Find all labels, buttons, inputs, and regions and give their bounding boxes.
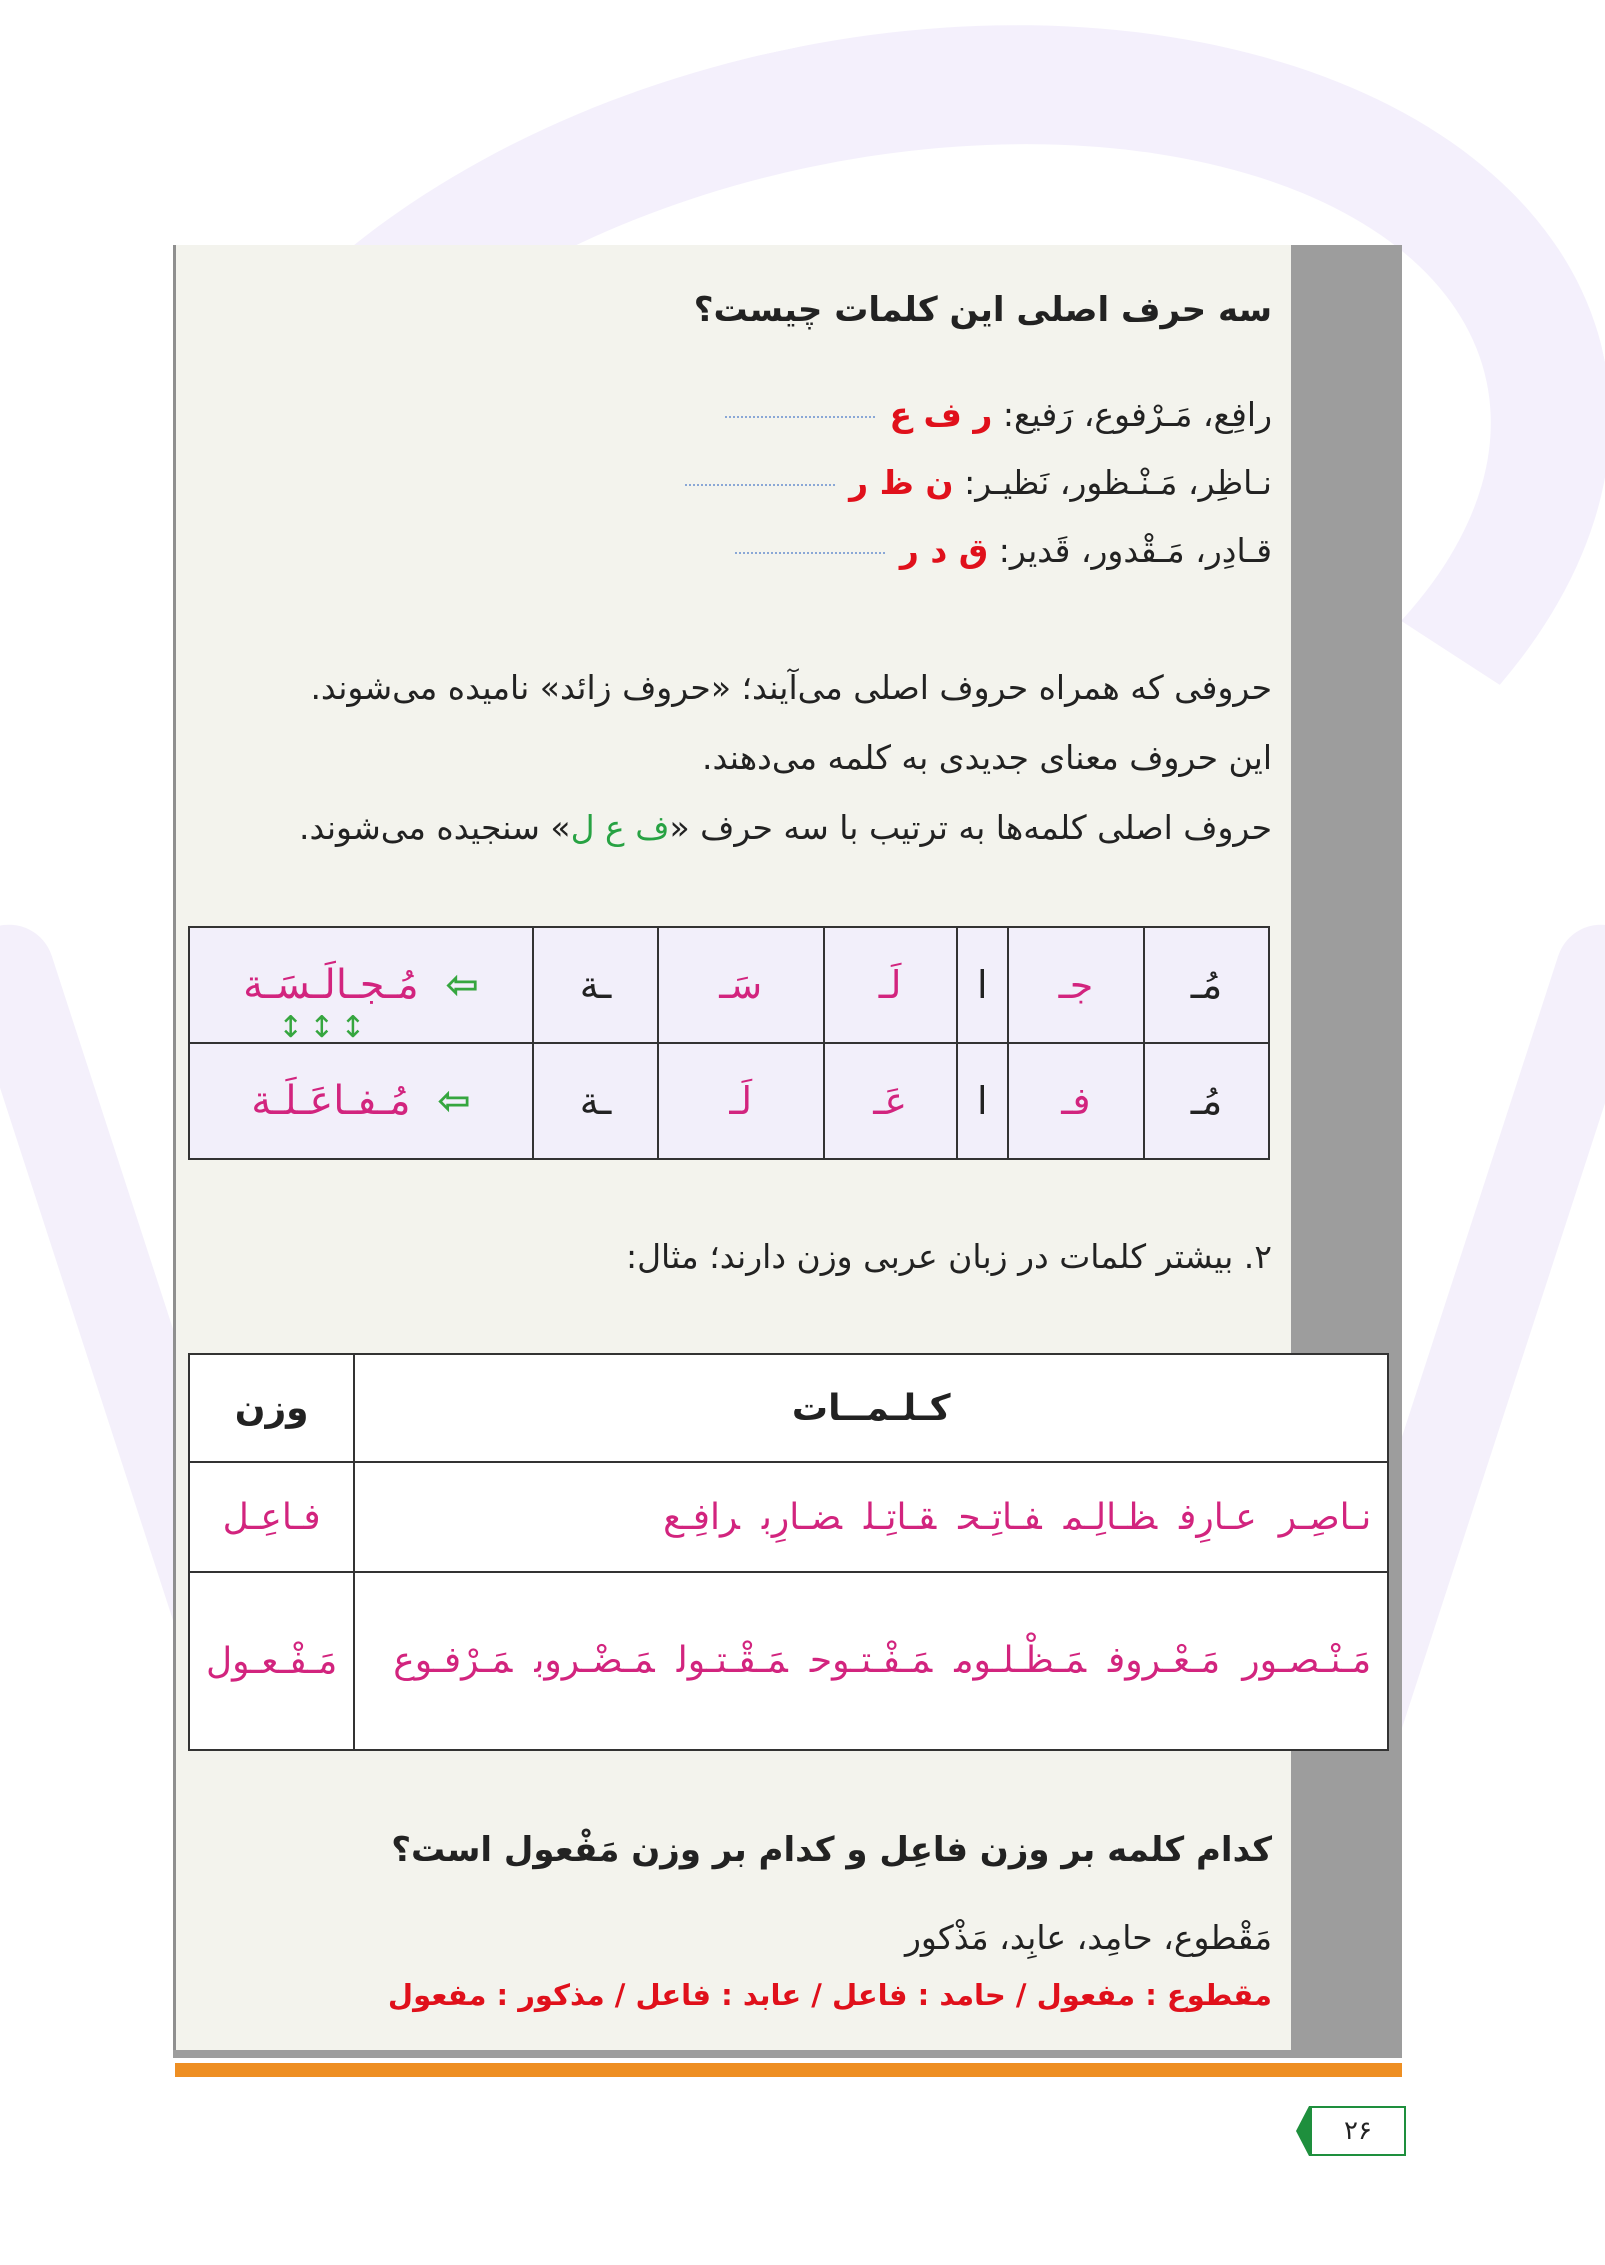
- arrow-icon: ⇦: [437, 1078, 471, 1124]
- page-number: ۲۶: [1310, 2106, 1406, 2156]
- para-line-3: [299, 808, 1272, 847]
- word: مَـضْـروب: [534, 1640, 655, 1681]
- header-weight: وزن: [189, 1354, 354, 1462]
- q1-answer: ق د ر: [899, 531, 989, 570]
- letter-cell: ـة: [533, 1043, 658, 1159]
- letter-cell: لَـ: [658, 1043, 823, 1159]
- word: قـاتِـل: [863, 1496, 937, 1538]
- word: رافِـع: [663, 1496, 740, 1538]
- word: مَـرْفـوع: [393, 1640, 513, 1681]
- word-cell: [189, 1043, 533, 1159]
- letter-cell: ا: [957, 1043, 1008, 1159]
- word: مَـقْـتـول: [676, 1640, 788, 1681]
- q1-row: [725, 395, 1272, 434]
- word: مَـعْـروف: [1108, 1640, 1221, 1681]
- weight-table-header: [189, 1354, 1388, 1462]
- q1-answer: ر ف ع: [889, 395, 993, 434]
- para-line-2: این حروف معنای جدیدی به کلمه می‌دهند.: [702, 738, 1272, 777]
- letter-cell: لَـ: [824, 927, 957, 1043]
- weight-table: [188, 1353, 1389, 1751]
- q1-answer: ن ظ ر: [849, 463, 954, 502]
- q3-words: مَقْطوع، حامِد، عابِد، مَذْکور: [905, 1918, 1272, 1957]
- letter-cell: مُـ: [1144, 927, 1269, 1043]
- q1-words: نـاظِر، مَـنْـظور، نَظیـر:: [964, 463, 1272, 502]
- weight-row: [189, 1572, 1388, 1750]
- words-cell: [354, 1462, 1388, 1572]
- weight-cell: مَـفْـعـول: [189, 1572, 354, 1750]
- words-cell: [354, 1572, 1388, 1750]
- q1-words: قـادِر، مَـقْدور، قَدیر:: [998, 531, 1272, 570]
- word: مَـظْـلـوم: [954, 1640, 1087, 1681]
- word-mojalesa: مُـجـالَـسَـة: [243, 962, 419, 1008]
- fel-letters: ف ع ل: [570, 808, 670, 847]
- q1-heading: سه حرف اصلی این کلمات چیست؟: [693, 290, 1272, 330]
- letter-cell: ـة: [533, 927, 658, 1043]
- word: عـارِف: [1179, 1496, 1257, 1538]
- dotted-line: [735, 552, 885, 554]
- weight-cell: فـاعِـل: [189, 1462, 354, 1572]
- letter-cell: عَـ: [824, 1043, 957, 1159]
- q1-row: [735, 531, 1272, 570]
- letter-cell: ا: [957, 927, 1008, 1043]
- para-line-3-pre: حروف اصلی کلمه‌ها به ترتیب با سه حرف «: [669, 808, 1272, 847]
- word: ظـالِـم: [1063, 1496, 1158, 1538]
- word: ضـارِب: [761, 1496, 842, 1538]
- letter-cell: مُـ: [1144, 1043, 1269, 1159]
- bottom-border: [173, 2050, 1402, 2058]
- letter-cell: فـ: [1008, 1043, 1144, 1159]
- letter-cell: جـ: [1008, 927, 1144, 1043]
- correspondence-arrows-icon: ↕↕↕: [278, 1010, 372, 1045]
- q3-heading: کدام کلمه بر وزن فاعِل و کدام بر وزن مَفْعول است؟: [391, 1830, 1272, 1870]
- q3-answer: مقطوع : مفعول / حامد : فاعل / عابد : فاعل / مذکور : مفعول: [387, 1978, 1272, 2012]
- weight-row: [189, 1462, 1388, 1572]
- word: مَـفْـتـوح: [809, 1640, 933, 1681]
- orange-bar: [175, 2063, 1402, 2077]
- word: نـاصِـر: [1278, 1496, 1372, 1538]
- word-mofaala: مُـفـاعَـلَـة: [251, 1078, 411, 1124]
- word: مَـنْـصـور: [1242, 1640, 1372, 1681]
- dotted-line: [685, 484, 835, 486]
- q1-words: رافِع، مَـرْفوع، رَفیع:: [1002, 395, 1272, 434]
- q2-intro: ۲. بیشتر کلمات در زبان عربی وزن دارند؛ مثال:: [625, 1237, 1272, 1276]
- dotted-line: [725, 416, 875, 418]
- letter-cell: سَـ: [658, 927, 823, 1043]
- arrow-icon: ⇦: [445, 962, 479, 1008]
- para-line-1: حروفی که همراه حروف اصلی می‌آیند؛ «حروف زائد» نامیده می‌شوند.: [310, 668, 1272, 707]
- para-line-3-post: » سنجیده می‌شوند.: [299, 808, 571, 847]
- q1-row: [685, 463, 1272, 502]
- word: فـاتِـح: [958, 1496, 1042, 1538]
- letter-row: [189, 1043, 1269, 1159]
- side-strip: [1288, 245, 1402, 2050]
- header-words: کـلـمــات: [354, 1354, 1388, 1462]
